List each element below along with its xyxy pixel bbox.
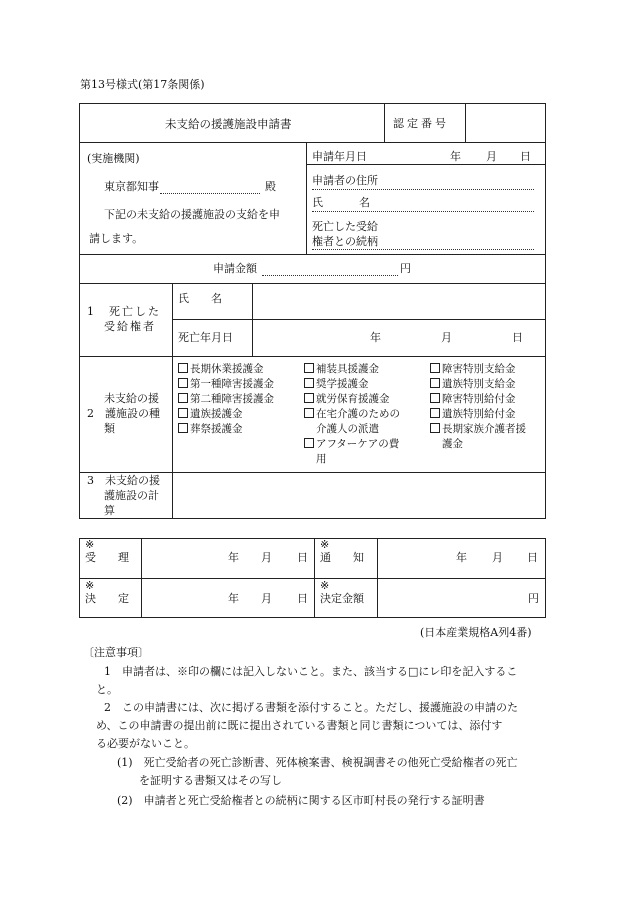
checkbox-item[interactable] — [178, 377, 274, 391]
notes-title: 〔注意事項〕 — [83, 646, 149, 659]
checkbox-label-cont: 護金 — [442, 438, 463, 450]
section2-label-line1: 未支給の援 — [104, 392, 159, 405]
checkbox-item[interactable] — [304, 362, 379, 376]
checkbox-item[interactable] — [304, 377, 369, 391]
note2-1-line1: (1) 死亡受給者の死亡診断書、死体検案書、検視調書その他死亡受給権者の死亡 — [117, 756, 518, 769]
checkbox[interactable] — [430, 363, 440, 373]
checkbox[interactable] — [178, 378, 188, 388]
checkbox-item[interactable] — [430, 422, 526, 436]
date-year: 年 — [450, 150, 461, 163]
applicant-name-label-1: 氏 — [312, 196, 323, 209]
notify-label: 通 知 — [320, 551, 364, 564]
checkbox-label: 葬祭援護金 — [190, 423, 243, 435]
decision-label: 決 定 — [85, 592, 129, 605]
checkbox[interactable] — [178, 423, 188, 433]
address-label: 申請者の住所 — [312, 174, 378, 187]
section3-label-line1: 3 未支給の援 — [87, 474, 160, 487]
agency-label: (実施機関) — [87, 152, 140, 165]
address-field[interactable] — [380, 172, 534, 188]
date-day: 日 — [520, 150, 531, 163]
note2-line2: め、この申請書の提出前に既に提出されている書類と同じ書類については、添付す — [96, 719, 503, 732]
note2-1-line2: を証明する書類又はその写し — [139, 774, 282, 787]
section1-label-line1: 1 死亡した — [87, 305, 161, 318]
checkbox[interactable] — [178, 363, 188, 373]
checkbox-label-cont: 介護人の派遣 — [316, 423, 379, 435]
form-title: 未支給の援護施設申請書 — [165, 117, 292, 131]
checkbox-label: 奨学援護金 — [316, 378, 369, 390]
checkbox-label: 第一種障害援護金 — [190, 378, 274, 390]
decision-amount-yen: 円 — [528, 592, 539, 605]
decision-year: 年 — [228, 592, 239, 605]
note1-line2: と。 — [96, 683, 118, 696]
amount-yen: 円 — [400, 262, 411, 275]
checkbox-label: 就労保育援護金 — [316, 393, 390, 405]
checkbox[interactable] — [304, 438, 314, 448]
section3-label-line2: 護施設の計 — [104, 489, 159, 502]
death-date-label: 死亡年月日 — [178, 331, 233, 344]
deceased-name-field[interactable] — [253, 284, 545, 318]
checkbox-label: 遺族援護金 — [190, 408, 243, 420]
checkbox-label: 長期家族介護者援 — [442, 423, 526, 435]
checkbox-item[interactable] — [430, 392, 516, 406]
receipt-day: 日 — [297, 551, 308, 564]
checkbox[interactable] — [304, 408, 314, 418]
checkbox-item[interactable] — [178, 392, 274, 406]
checkbox[interactable] — [304, 363, 314, 373]
checkbox-label: 長期休業援護金 — [190, 363, 264, 375]
decision-day: 日 — [297, 592, 308, 605]
checkbox[interactable] — [304, 393, 314, 403]
decision-amount-label: 決定金額 — [320, 592, 364, 605]
checkbox[interactable] — [430, 408, 440, 418]
relation-field[interactable] — [390, 232, 534, 248]
checkbox-item[interactable] — [178, 407, 243, 421]
amount-field[interactable] — [262, 260, 398, 275]
office-mark: ※ — [85, 579, 95, 592]
relation-label-line2: 権者との続柄 — [312, 235, 378, 248]
death-month: 月 — [441, 331, 452, 344]
request-text-line2: 請します。 — [89, 232, 144, 245]
checkbox[interactable] — [304, 378, 314, 388]
death-day: 日 — [512, 331, 523, 344]
note2-2: (2) 申請者と死亡受給権者との続柄に関する区市町村長の発行する証明書 — [117, 794, 485, 807]
notify-day: 日 — [527, 551, 538, 564]
checkbox-label: 障害特別給付金 — [442, 393, 516, 405]
notify-month: 月 — [492, 551, 503, 564]
checkbox-item[interactable] — [178, 362, 264, 376]
checkbox-label: 第二種障害援護金 — [190, 393, 274, 405]
checkbox-item[interactable] — [304, 407, 400, 421]
death-year: 年 — [370, 331, 381, 344]
amount-label: 申請金額 — [213, 262, 257, 275]
checkbox-item[interactable] — [430, 407, 516, 421]
section1-label-line2: 受給権者 — [104, 320, 156, 333]
calculation-field[interactable] — [173, 473, 545, 518]
checkbox[interactable] — [430, 423, 440, 433]
checkbox-label: 遺族特別給付金 — [442, 408, 516, 420]
checkbox-label: アフターケアの費 — [316, 438, 400, 450]
applicant-name-field[interactable] — [380, 194, 534, 210]
request-text-line1: 下記の未支給の援護施設の支給を申 — [104, 208, 280, 221]
paper-spec: (日本産業規格A列4番) — [420, 626, 532, 639]
checkbox-item[interactable] — [304, 437, 399, 451]
note1-line1: 1 申請者は、※印の欄には記入しないこと。また、該当する□にレ印を記入するこ — [104, 665, 518, 678]
checkbox-item[interactable] — [430, 377, 516, 391]
checkbox-item[interactable] — [430, 362, 516, 376]
checkbox-item[interactable] — [304, 392, 390, 406]
application-date-label: 申請年月日 — [312, 150, 367, 163]
cert-number-label: 認定番号 — [393, 117, 449, 130]
checkbox-label: 障害特別支給金 — [442, 363, 516, 375]
section3-label-line3: 算 — [104, 504, 115, 517]
office-mark: ※ — [320, 538, 330, 551]
addressee-suffix: 殿 — [265, 180, 276, 193]
form-number: 第13号様式(第17条関係) — [80, 78, 205, 91]
decision-month: 月 — [261, 592, 272, 605]
checkbox-label: 補装具援護金 — [316, 363, 379, 375]
cert-number-field[interactable] — [466, 104, 545, 142]
deceased-name-label: 氏 名 — [178, 292, 222, 305]
receipt-month: 月 — [261, 551, 272, 564]
office-mark: ※ — [320, 579, 330, 592]
notify-year: 年 — [456, 551, 467, 564]
checkbox-item[interactable] — [178, 422, 243, 436]
note2-line3: る必要がないこと。 — [96, 737, 195, 750]
checkbox-label: 遺族特別支給金 — [442, 378, 516, 390]
receipt-year: 年 — [228, 551, 239, 564]
office-mark: ※ — [85, 538, 95, 551]
section2-label-line2: 2 護施設の種 — [87, 407, 160, 420]
receipt-label: 受 理 — [85, 551, 129, 564]
date-month: 月 — [486, 150, 497, 163]
section2-label-line3: 類 — [104, 422, 115, 435]
checkbox[interactable] — [430, 393, 440, 403]
addressee: 東京都知事 — [104, 180, 159, 193]
checkbox-label: 在宅介護のための — [316, 408, 400, 420]
note2-line1: 2 この申請書には、次に掲げる書類を添付すること。ただし、援護施設の申請のた — [104, 701, 518, 714]
checkbox[interactable] — [178, 408, 188, 418]
checkbox[interactable] — [178, 393, 188, 403]
checkbox-label-cont: 用 — [316, 453, 327, 465]
relation-label-line1: 死亡した受給 — [312, 220, 378, 233]
applicant-name-label-2: 名 — [359, 196, 370, 209]
checkbox[interactable] — [430, 378, 440, 388]
